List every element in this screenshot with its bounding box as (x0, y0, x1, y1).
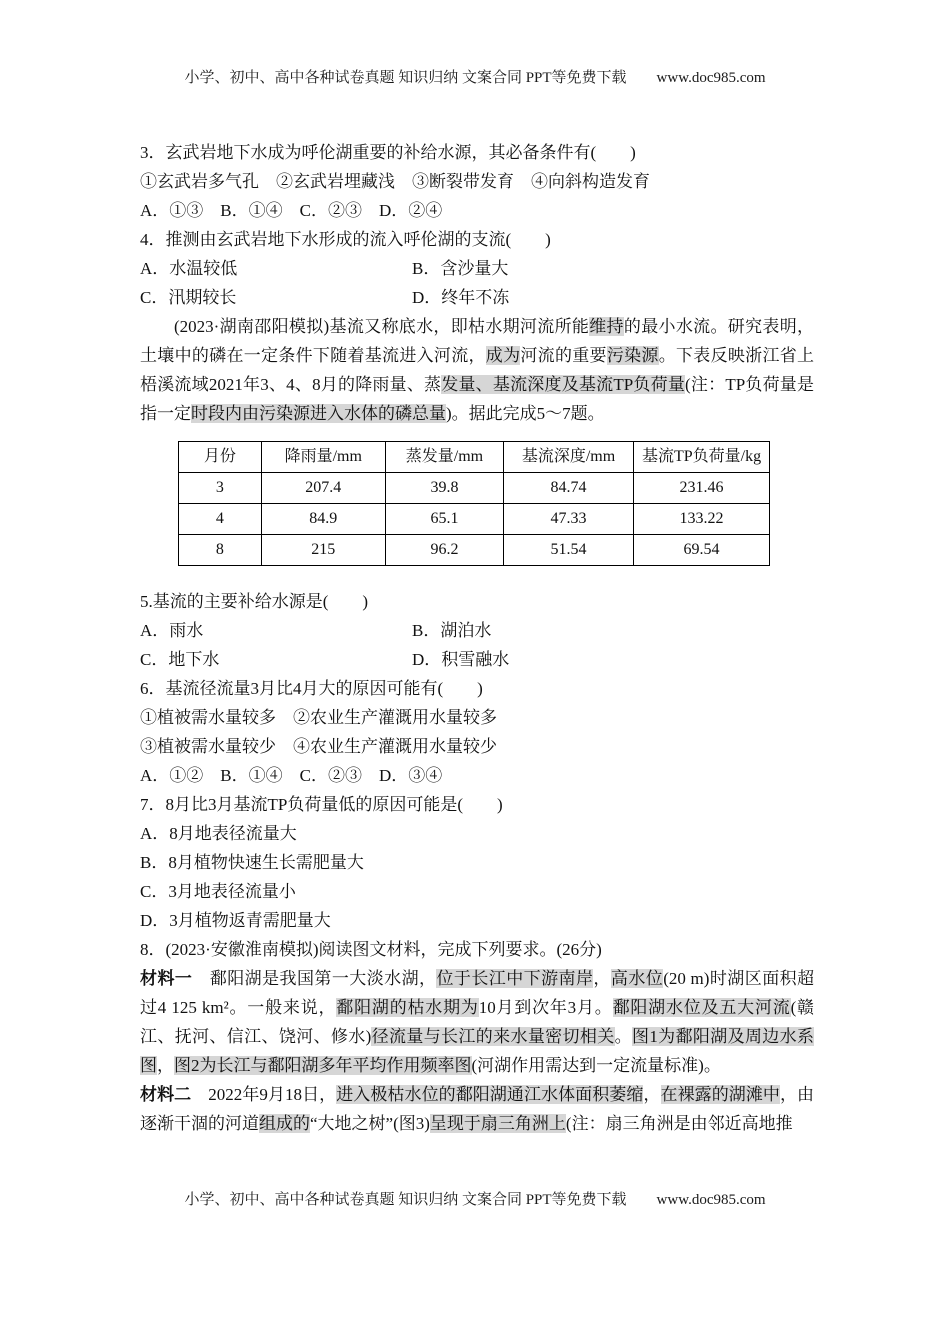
table-cell: 3 (179, 473, 262, 504)
page-footer (0, 1188, 950, 1209)
table-cell: 84.74 (504, 473, 634, 504)
table-cell: 51.54 (504, 535, 634, 566)
q7-option-b: B．8月植物快速生长需肥量大 (140, 853, 364, 872)
table-cell: 231.46 (634, 473, 770, 504)
stimulus-paragraph: (2023·湖南邵阳模拟)基流又称底水，即枯水期河流所能维持的最小水流。研究表明，土壤中的磷在一定条件下随着基流进入河流，成为河流的重要污染源。下表反映浙江省上梧溪流域2021年3、4、8月的降雨量、蒸发量、基流深度及基流TP负荷量(注：TP负荷量是指一定时段内由污染源进入水体的磷总量)。据此完成5～7题。 (140, 317, 815, 423)
table-cell: 47.33 (504, 504, 634, 535)
q4-option-a: A．水温较低 (140, 259, 238, 278)
q5-options-row-2 (140, 645, 814, 674)
table-cell: 133.22 (634, 504, 770, 535)
header-text: 小学、初中、高中各种试卷真题 知识归纳 文案合同 PPT等免费下载 (184, 70, 627, 86)
footer-text: 小学、初中、高中各种试卷真题 知识归纳 文案合同 PPT等免费下载 (184, 1192, 627, 1208)
q7-option-d: D．3月植物返青需肥量大 (140, 911, 331, 930)
header-url-link: www.doc985.com (656, 70, 766, 86)
q4-options-row-2 (140, 283, 814, 312)
table-header-evaporation: 蒸发量/mm (385, 442, 503, 473)
q6-stem: 6．基流径流量3月比4月大的原因可能有( ) (140, 679, 483, 698)
table-header-tp-load: 基流TP负荷量/kg (634, 442, 770, 473)
material1-text: 鄱阳湖是我国第一大淡水湖，位于长江中下游南岸，高水位(20 m)时湖区面积超过4 125 km²。一般来说，鄱阳湖的枯水期为10月到次年3月。鄱阳湖水位及五大河流(赣江、抚河、信江、饶河、修水)径流量与长江的来水量密切相关。图1为鄱阳湖及周边水系图，图2为长江与鄱阳湖多年平均作用频率图(河湖作用需达到一定流量标准)。 (140, 969, 815, 1075)
table-cell: 207.4 (261, 473, 385, 504)
footer-url-link: www.doc985.com (656, 1192, 766, 1208)
data-table (178, 441, 770, 566)
q3-items: ①玄武岩多气孔 ②玄武岩埋藏浅 ③断裂带发育 ④向斜构造发育 (140, 172, 650, 191)
table-row (179, 535, 770, 566)
table-row (179, 504, 770, 535)
table-cell: 8 (179, 535, 262, 566)
document-content (140, 138, 814, 1138)
q4-stem: 4．推测由玄武岩地下水形成的流入呼伦湖的支流( ) (140, 230, 551, 249)
q6-choices: A．①② B．①④ C．②③ D．③④ (140, 766, 443, 785)
material2-paragraph (140, 1080, 814, 1138)
table-header-rainfall: 降雨量/mm (261, 442, 385, 473)
q5-options-row-1 (140, 616, 814, 645)
q5-stem: 5.基流的主要补给水源是( ) (140, 592, 369, 611)
table-header-month: 月份 (179, 442, 262, 473)
q6-items-2: ③植被需水量较少 ④农业生产灌溉用水量较少 (140, 737, 497, 756)
q5-option-a: A．雨水 (140, 621, 204, 640)
material1-label: 材料一 (140, 969, 210, 988)
q7-option-a: A．8月地表径流量大 (140, 824, 297, 843)
q5-option-c: C．地下水 (140, 650, 220, 669)
material1-paragraph (140, 964, 814, 1080)
q7-stem: 7．8月比3月基流TP负荷量低的原因可能是( ) (140, 795, 503, 814)
page-header (0, 66, 950, 87)
q5-option-d: D．积雪融水 (412, 650, 510, 669)
table-cell: 69.54 (634, 535, 770, 566)
table-cell: 215 (261, 535, 385, 566)
q3-choices: A．①③ B．①④ C．②③ D．②④ (140, 201, 443, 220)
q3-stem: 3．玄武岩地下水成为呼伦湖重要的补给水源，其必备条件有( ) (140, 143, 636, 162)
q4-options-row-1 (140, 254, 814, 283)
q8-stem: 8．(2023·安徽淮南模拟)阅读图文材料，完成下列要求。(26分) (140, 940, 602, 959)
table-header-row (179, 442, 770, 473)
q6-items-1: ①植被需水量较多 ②农业生产灌溉用水量较多 (140, 708, 497, 727)
table-cell: 4 (179, 504, 262, 535)
table-cell: 65.1 (385, 504, 503, 535)
table-cell: 96.2 (385, 535, 503, 566)
table-header-baseflow-depth: 基流深度/mm (504, 442, 634, 473)
q7-option-c: C．3月地表径流量小 (140, 882, 296, 901)
q4-option-d: D．终年不冻 (412, 288, 510, 307)
table-cell: 84.9 (261, 504, 385, 535)
material2-label: 材料二 (140, 1085, 209, 1104)
q4-option-b: B．含沙量大 (412, 259, 509, 278)
q5-option-b: B．湖泊水 (412, 621, 492, 640)
table-cell: 39.8 (385, 473, 503, 504)
q4-option-c: C．汛期较长 (140, 288, 237, 307)
material2-text: 2022年9月18日，进入极枯水位的鄱阳湖通江水体面积萎缩，在裸露的湖滩中，由逐渐干涸的河道组成的“大地之树”(图3)呈现于扇三角洲上(注：扇三角洲是由邻近高地推 (140, 1085, 815, 1133)
table-row (179, 473, 770, 504)
